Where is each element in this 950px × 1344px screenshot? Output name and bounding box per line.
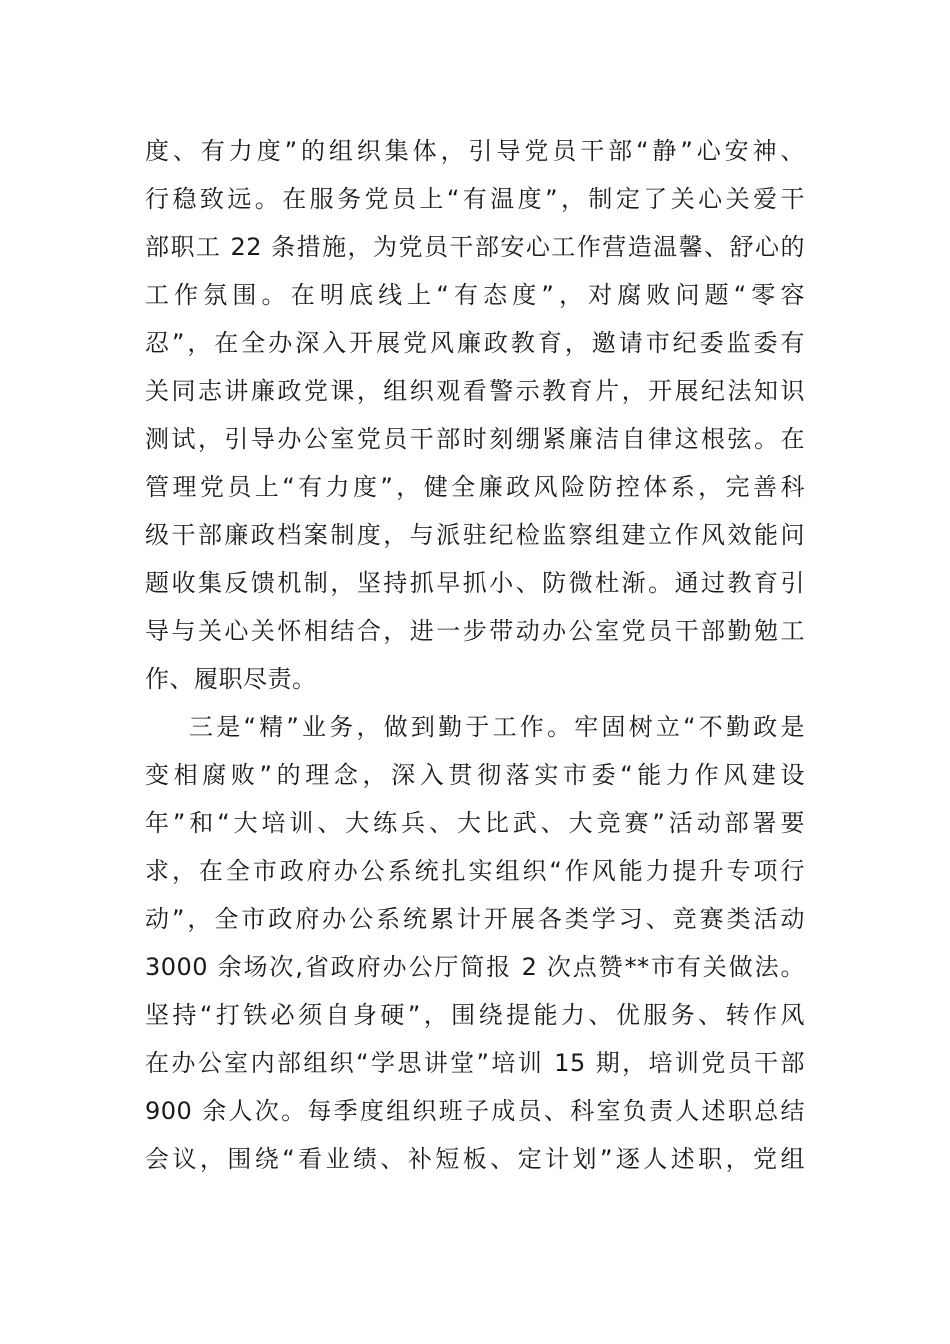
- paragraph-1: [145, 127, 805, 703]
- text-line: 年”和“大培训、大练兵、大比武、大竞赛”活动部署要: [145, 809, 805, 837]
- text-line: 作、履职尽责。: [145, 665, 317, 693]
- text-line: 度、有力度”的组织集体，引导党员干部“静”心安神、: [145, 137, 805, 165]
- text-line: 变相腐败”的理念，深入贯彻落实市委“能力作风建设: [145, 761, 805, 789]
- text-line: 导与关心关怀相结合，进一步带动办公室党员干部勤勉工: [145, 617, 805, 645]
- text-line: 900 余人次。每季度组织班子成员、科室负责人述职总结: [145, 1097, 805, 1125]
- text-line: 坚持“打铁必须自身硬”，围绕提能力、优服务、转作风: [145, 1001, 805, 1029]
- text-line: 三是“精”业务，做到勤于工作。牢固树立“不勤政是: [189, 713, 805, 741]
- text-line: 求，在全市政府办公系统扎实组织“作风能力提升专项行: [145, 857, 805, 885]
- text-line: 会议，围绕“看业绩、补短板、定计划”逐人述职，党组: [145, 1145, 805, 1173]
- text-line: 工作氛围。在明底线上“有态度”，对腐败问题“零容: [145, 281, 805, 309]
- text-line: 关同志讲廉政党课，组织观看警示教育片，开展纪法知识: [145, 377, 805, 405]
- text-line: 部职工 22 条措施，为党员干部安心工作营造温馨、舒心的: [145, 233, 805, 261]
- text-line: 测试，引导办公室党员干部时刻绷紧廉洁自律这根弦。在: [145, 425, 805, 453]
- text-line: 级干部廉政档案制度，与派驻纪检监察组建立作风效能问: [145, 521, 805, 549]
- text-line: 管理党员上“有力度”，健全廉政风险防控体系，完善科: [145, 473, 805, 501]
- text-line: 动”，全市政府办公系统累计开展各类学习、竞赛类活动: [145, 905, 805, 933]
- text-line: 忍”，在全办深入开展党风廉政教育，邀请市纪委监委有: [145, 329, 805, 357]
- text-line: 在办公室内部组织“学思讲堂”培训 15 期，培训党员干部: [145, 1049, 805, 1077]
- paragraph-2: [145, 703, 805, 1183]
- text-line: 行稳致远。在服务党员上“有温度”，制定了关心关爱干: [145, 185, 805, 213]
- text-line: 3000 余场次,省政府办公厅简报 2 次点赞**市有关做法。: [145, 953, 805, 981]
- text-line: 题收集反馈机制，坚持抓早抓小、防微杜渐。通过教育引: [145, 569, 805, 597]
